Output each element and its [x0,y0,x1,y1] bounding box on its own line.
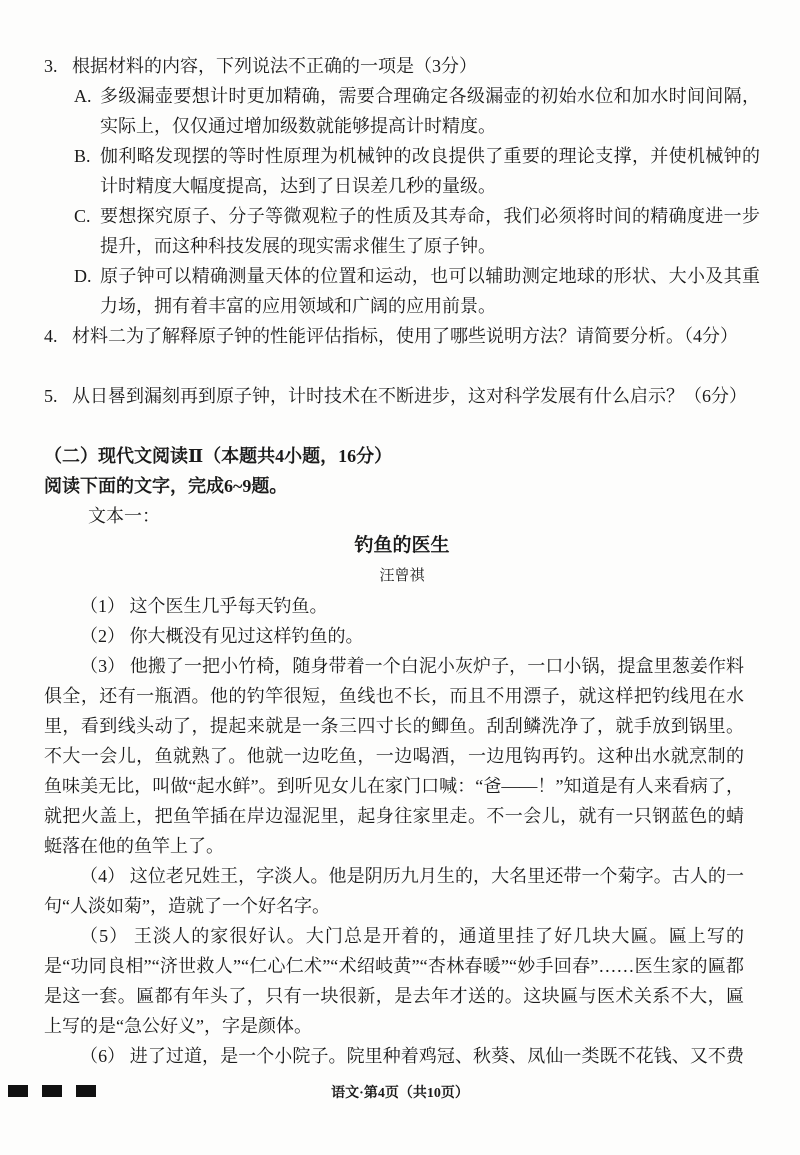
passage-paragraph-3: （3） 他搬了一把小竹椅，随身带着一个白泥小灰炉子，一口小锅，提盒里葱姜作料俱全，还有一瓶酒。他的钓竿很短，鱼线也不长，而且不用漂子，就这样把钓线甩在水里，看到线头动了，提起来就是一条三四寸长的鲫鱼。刮刮鳞洗净了，就手放到锅里。不大一会儿，鱼就熟了。他就一边吃鱼，一边喝酒，一边甩钩再钓。这种出水就烹制的鱼味美无比，叫做“起水鲜”。到听见女儿在家门口喊：“爸——！”知道是有人来看病了，就把火盖上，把鱼竿插在岸边湿泥里，起身往家里走。不一会儿，就有一只钢蓝色的蜻蜓落在他的鱼竿上了。 [44,656,744,856]
passage-paragraph-5: （5） 王淡人的家很好认。大门总是开着的，通道里挂了好几块大匾。匾上写的是“功同良相”“济世救人”“仁心仁术”“术绍岐黄”“杏林春暖”“妙手回春”……医生家的匾都是这一套。匾都有年头了，只有一块很新，是去年才送的。这块匾与医术关系不大，匾上写的是“急公好义”，字是颜体。 [44,926,744,1036]
question-5-text: 从日晷到漏刻再到原子钟，计时技术在不断进步，这对科学发展有什么启示？（6分） [72,386,747,406]
option-b [74,141,760,201]
question-5-number: 5. [44,386,58,406]
option-d-text: 原子钟可以精确测量天体的位置和运动，也可以辅助测定地球的形状、大小及其重力场，拥有着丰富的应用领域和广阔的应用前景。 [100,266,760,316]
passage-author: 汪曾祺 [379,568,425,584]
page-content [44,51,760,1071]
question-3-number: 3. [44,56,58,76]
question-3-text: 根据材料的内容，下列说法不正确的一项是（3分） [72,56,477,76]
page-footer: 语文·第4页（共10页） [331,1086,469,1101]
passage-body [44,591,760,1071]
passage-paragraph-4: （4） 这位老兄姓王，字淡人。他是阴历九月生的，大名里还带一个菊字。古人的一句“人淡如菊”，造就了一个好名字。 [44,866,744,916]
section-heading: （二）现代文阅读Ⅱ（本题共4小题，16分） [44,446,393,466]
section-instruction: 阅读下面的文字，完成6~9题。 [44,476,288,496]
question-3-options [74,81,760,321]
option-d [74,261,760,321]
option-c-text: 要想探究原子、分子等微观粒子的性质及其寿命，我们必须将时间的精确度进一步提升，而这种科技发展的现实需求催生了原子钟。 [100,206,760,256]
question-3-block [44,51,760,321]
passage-title: 钓鱼的医生 [354,535,450,556]
option-b-text: 伽利略发现摆的等时性原理为机械钟的改良提供了重要的理论支撑，并使机械钟的计时精度大幅度提高，达到了日误差几秒的量级。 [100,146,760,196]
question-3 [44,51,760,81]
passage-paragraph-2: （2） 你大概没有见过这样钓鱼的。 [80,626,364,646]
question-5 [44,381,760,411]
option-c [74,201,760,261]
option-d-label: D. [74,266,92,286]
question-4-number: 4. [44,326,58,346]
option-a-text: 多级漏壶要想计时更加精确，需要合理确定各级漏壶的初始水位和加水时间间隔，实际上，仅仅通过增加级数就能够提高计时精度。 [100,86,760,136]
question-4-text: 材料二为了解释原子钟的性能评估指标，使用了哪些说明方法？请简要分析。（4分） [72,326,738,346]
option-b-label: B. [74,146,91,166]
text-one-label: 文本一： [88,506,160,526]
option-a-label: A. [74,86,92,106]
option-c-label: C. [74,206,91,226]
question-4 [44,321,760,351]
option-a [74,81,760,141]
passage-paragraph-1: （1） 这个医生几乎每天钓鱼。 [80,596,328,616]
passage-paragraph-6: （6） 进了过道，是一个小院子。院里种着鸡冠、秋葵、凤仙一类既不花钱、又不费 [80,1046,744,1066]
